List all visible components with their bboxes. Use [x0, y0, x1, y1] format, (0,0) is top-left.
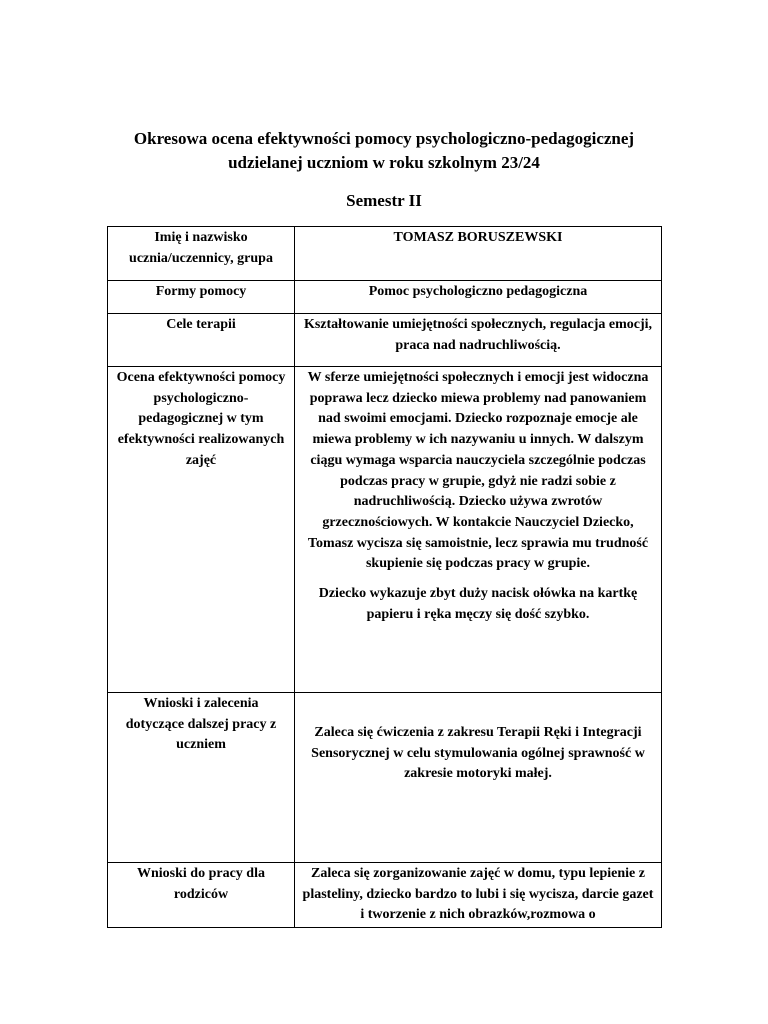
value-cell-conclusions — [295, 693, 662, 863]
table-row — [108, 367, 662, 693]
row-value: Zaleca się zorganizowanie zajęć w domu, typu lepienie z plasteliny, dziecko bardzo to lubi i się wycisza, darcie gazet i tworzenie z nich obrazków,rozmowa o — [302, 866, 654, 923]
row-label: Ocena efektywności pomocy psychologiczno-pedagogicznej w tym efektywności realizowanych zajęć — [116, 370, 286, 468]
value-cell-parent-conclusions — [295, 863, 662, 928]
value-cell-forms-of-help — [295, 281, 662, 314]
row-value: Kształtowanie umiejętności społecznych, regulacja emocji, praca nad nadruchliwością. — [303, 317, 653, 353]
title-line-1: Okresowa ocena efektywności pomocy psychologiczno-pedagogicznej — [133, 129, 635, 148]
row-value: TOMASZ BORUSZEWSKI — [393, 230, 563, 245]
document-title — [0, 127, 768, 175]
row-value: Zaleca się ćwiczenia z zakresu Terapii Ręki i Integracji Sensorycznej w celu stymulowania ogólnej sprawność w zakresie motoryki małej. — [311, 725, 645, 782]
label-cell-therapy-goals — [108, 314, 295, 367]
table-row — [108, 314, 662, 367]
semester-heading: Semestr II — [346, 191, 422, 210]
table-row — [108, 227, 662, 281]
row-label: Wnioski i zalecenia dotyczące dalszej pracy z uczniem — [125, 696, 277, 753]
value-cell-student-name — [295, 227, 662, 281]
row-value-paragraph-2: Dziecko wykazuje zbyt duży nacisk ołówka na kartkę papieru i ręka męczy się dość szybko. — [318, 586, 638, 622]
row-value: Pomoc psychologiczno pedagogiczna — [368, 284, 588, 299]
label-cell-student-name — [108, 227, 295, 281]
row-label: Cele terapii — [166, 317, 236, 332]
table-row — [108, 693, 662, 863]
label-cell-effectiveness — [108, 367, 295, 693]
row-label: Formy pomocy — [155, 284, 247, 299]
title-line-2: udzielanej uczniom w roku szkolnym 23/24 — [228, 153, 540, 172]
table-row — [108, 281, 662, 314]
label-cell-conclusions — [108, 693, 295, 863]
evaluation-table — [107, 226, 662, 928]
value-cell-effectiveness — [295, 367, 662, 693]
label-cell-forms-of-help — [108, 281, 295, 314]
value-cell-therapy-goals — [295, 314, 662, 367]
table-row — [108, 863, 662, 928]
row-value-paragraph-1: W sferze umiejętności społecznych i emocji jest widoczna poprawa lecz dziecko miewa problemy nad panowaniem nad swoimi emocjami. Dziecko rozpoznaje emocje ale miewa problemy w ich nazywaniu u innych. W dalszym ciągu wymaga wsparcia nauczyciela szczególnie podczas podczas pracy w grupie, gdyż nie radzi sobie z nadruchliwością. Dziecko używa zwrotów grzecznościowych. W kontakcie Nauczyciel Dziecko, Tomasz wycisza się samoistnie, lecz sprawia mu trudność skupienie się podczas pracy w grupie. — [307, 370, 649, 572]
label-cell-parent-conclusions — [108, 863, 295, 928]
row-label: Wnioski do pracy dla rodziców — [137, 866, 265, 902]
row-label: Imię i nazwisko ucznia/uczennicy, grupa — [129, 230, 273, 266]
